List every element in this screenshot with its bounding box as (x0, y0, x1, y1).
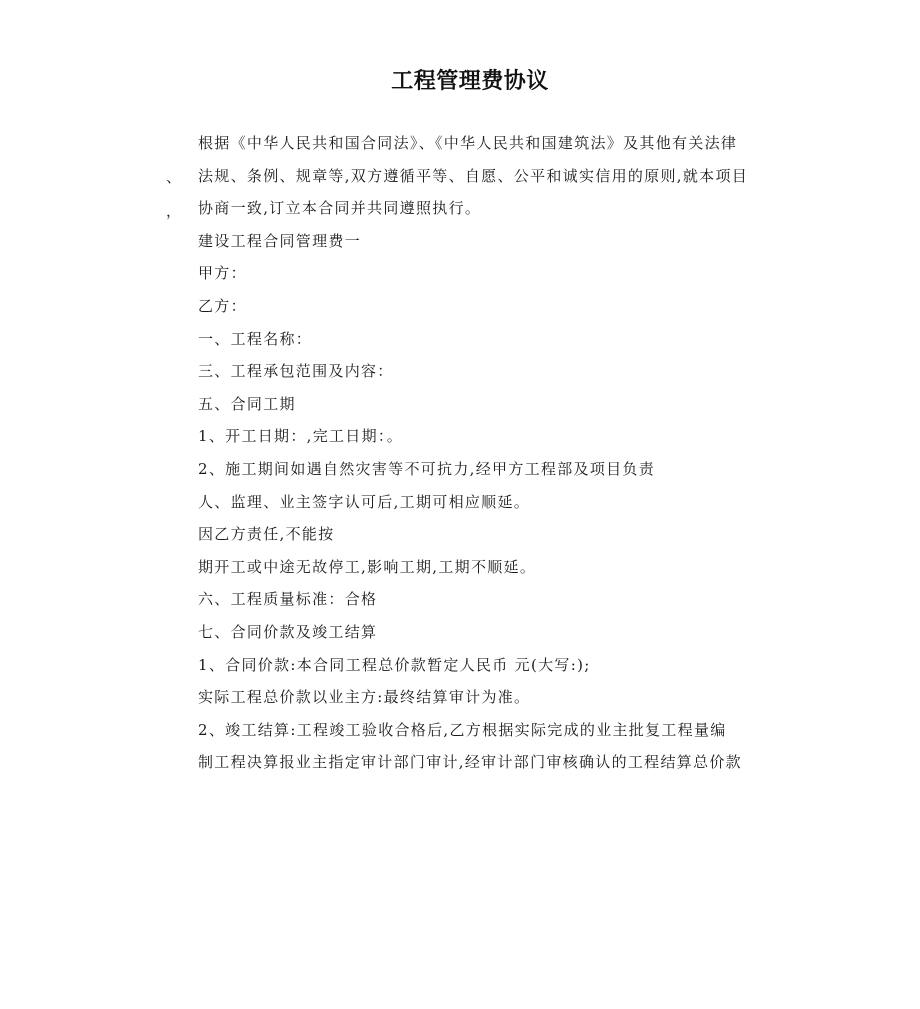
body-line: 根据《中华人民共和国合同法》、《中华人民共和国建筑法》及其他有关法律 (198, 134, 738, 152)
body-line: 2、施工期间如遇自然灾害等不可抗力,经甲方工程部及项目负责 (198, 459, 656, 478)
body-line: 1、开工日期：,完工日期：。 (198, 427, 404, 446)
body-line: 法规、条例、规章等,双方遵循平等、自愿、公平和诚实信用的原则,就本项目 (198, 166, 749, 185)
body-line: 实际工程总价款以业主方:最终结算审计为准。 (198, 688, 531, 707)
body-line: 1、合同价款:本合同工程总价款暂定人民币 元(大写:); (198, 655, 591, 674)
margin-mark: ， (166, 202, 182, 220)
body-line: 因乙方责任,不能按 (198, 525, 335, 544)
body-line: 一、工程名称： (198, 329, 313, 348)
body-line: 五、合同工期 (198, 394, 296, 413)
body-line: 制工程决算报业主指定审计部门审计,经审计部门审核确认的工程结算总价款 (198, 753, 742, 772)
body-line: 2、竣工结算:工程竣工验收合格后,乙方根据实际完成的业主批复工程量编 (198, 720, 727, 739)
body-line: 建设工程合同管理费一 (198, 231, 362, 250)
body-line: 三、工程承包范围及内容： (198, 362, 394, 381)
body-line: 乙方： (198, 296, 247, 315)
margin-mark: 、 (166, 168, 182, 186)
body-line: 人、监理、业主签字认可后,工期可相应顺延。 (198, 492, 531, 511)
body-line: 协商一致,订立本合同并共同遵照执行。 (198, 199, 482, 218)
document-title: 工程管理费协议 (391, 69, 549, 94)
document-body (198, 130, 768, 782)
body-line: 期开工或中途无故停工,影响工期,工期不顺延。 (198, 557, 537, 576)
body-line: 六、工程质量标准：合格 (198, 590, 378, 609)
body-line: 七、合同价款及竣工结算 (198, 622, 378, 641)
body-line: 甲方： (198, 264, 247, 283)
